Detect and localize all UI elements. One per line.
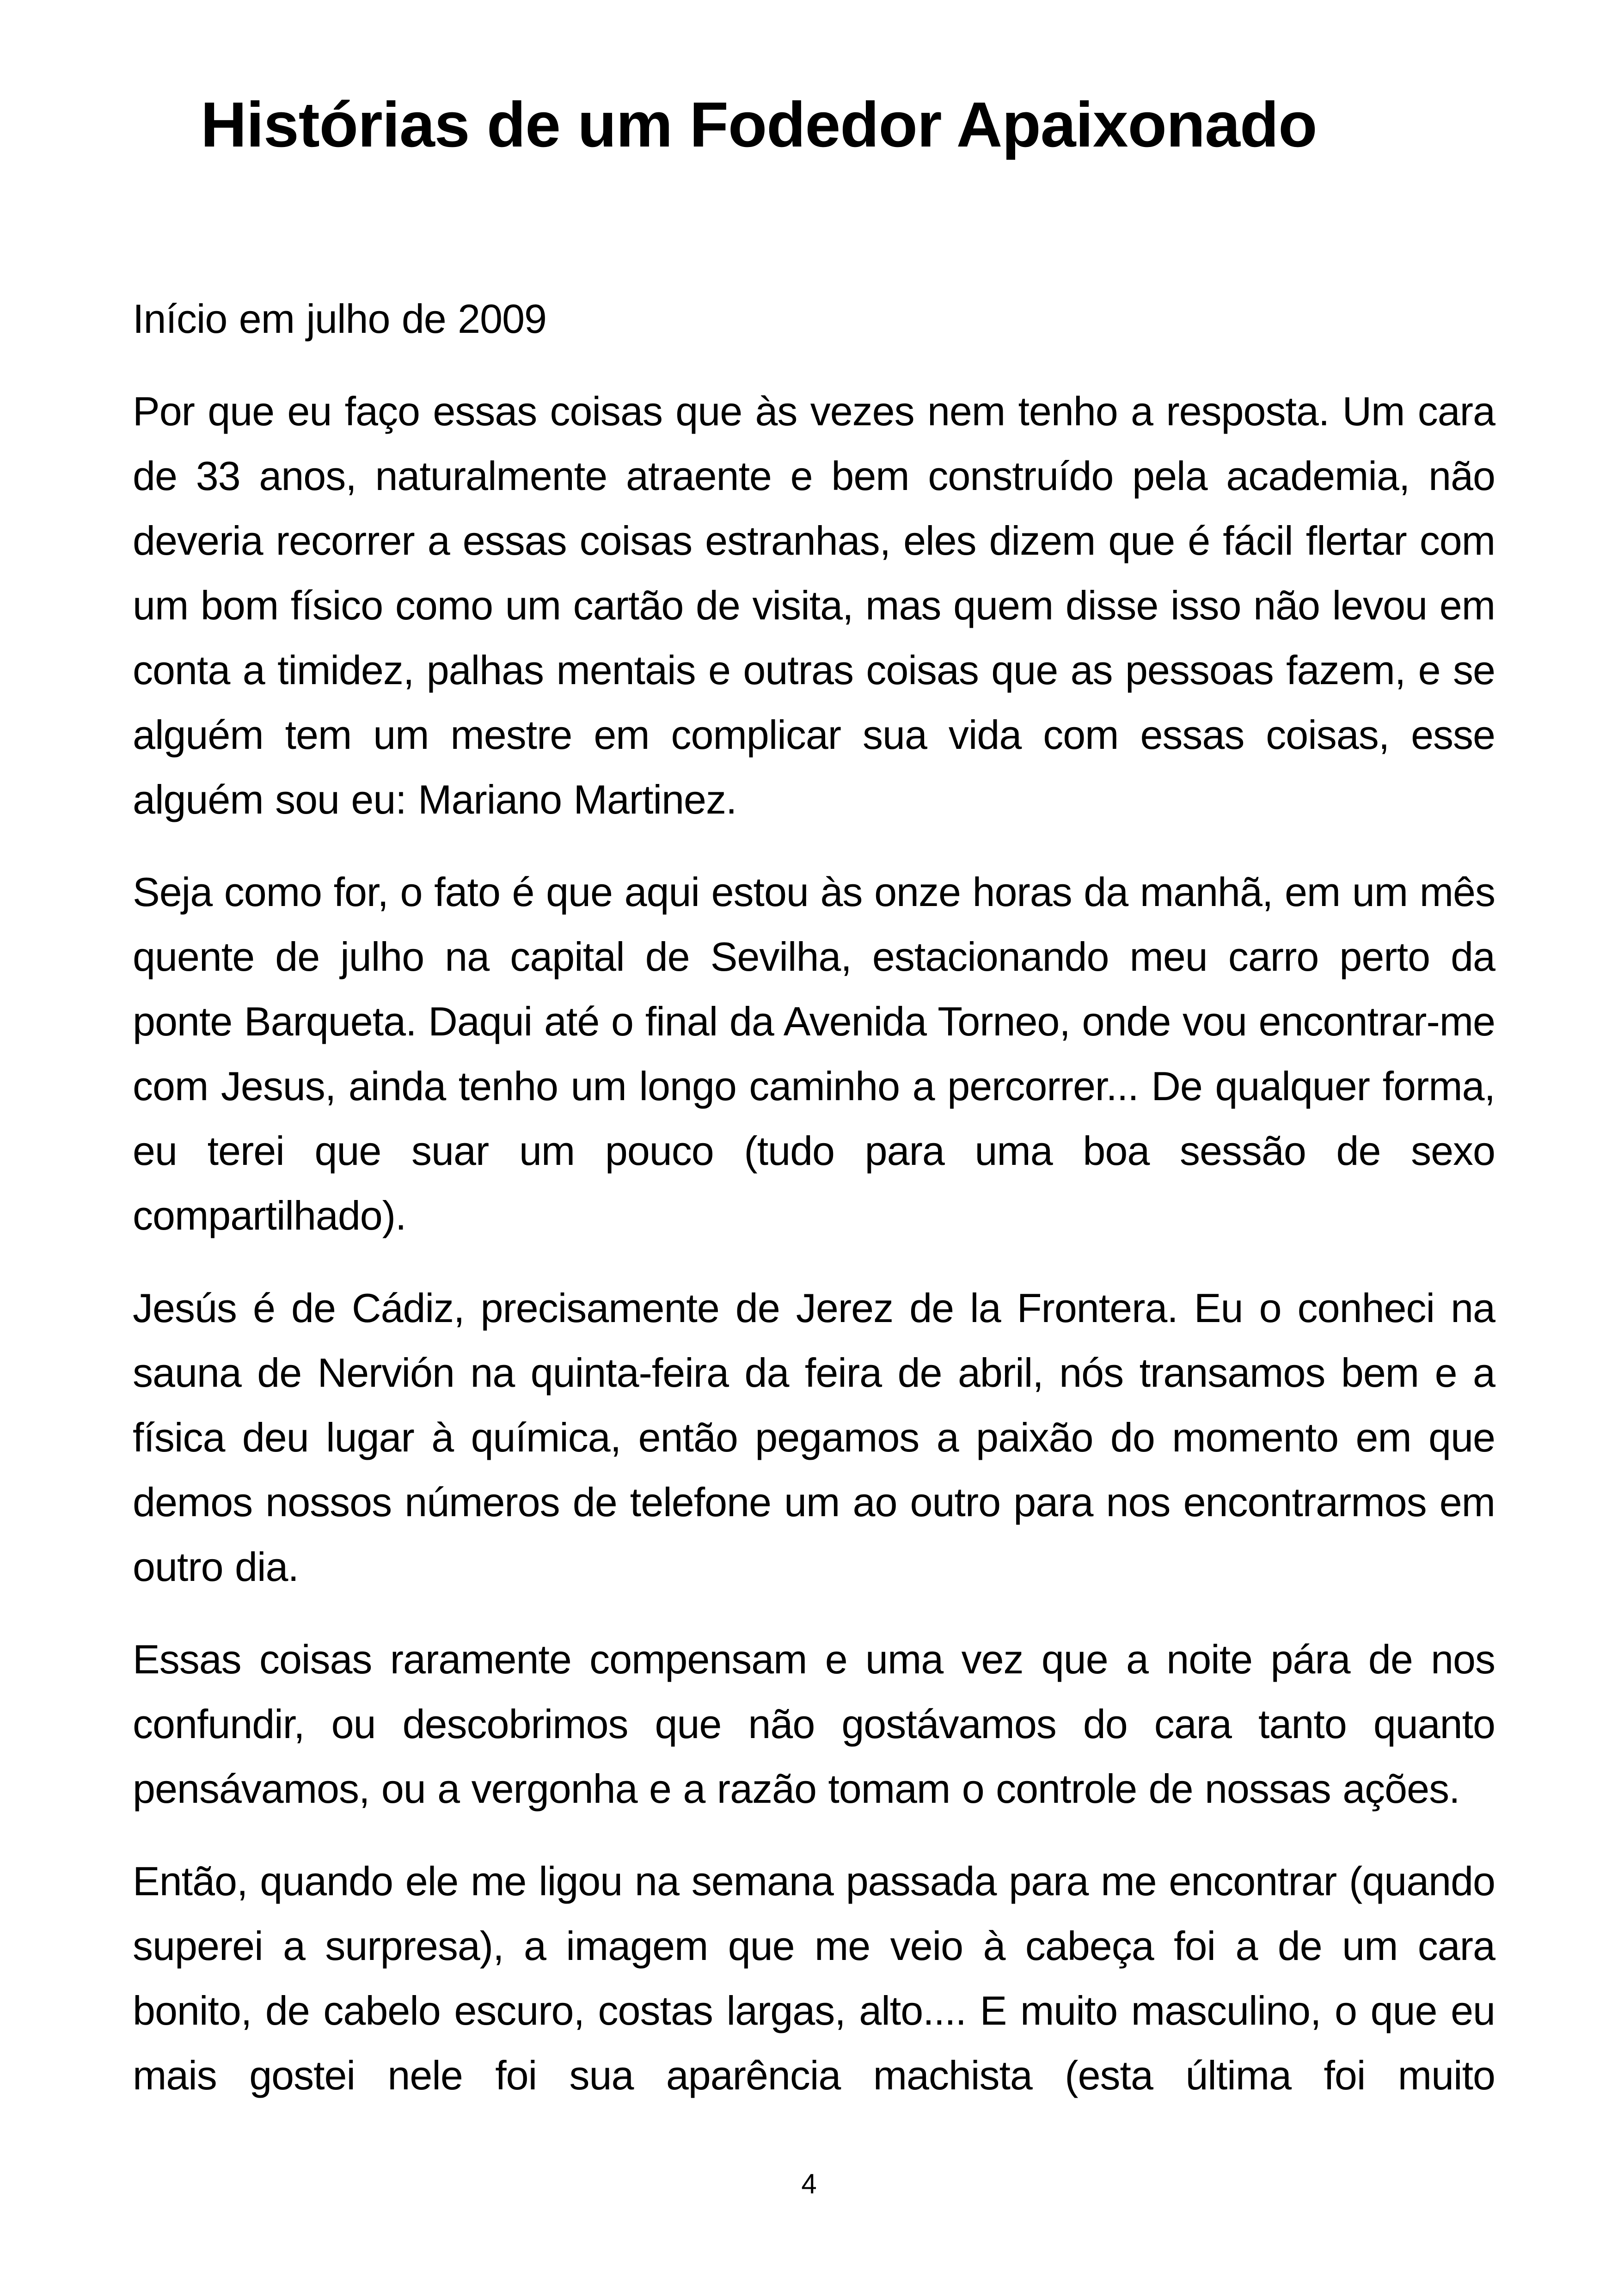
paragraph: Seja como for, o fato é que aqui estou às onze horas da manhã, em um mês quente de julho na capital de Sevilha, estacionando meu carro perto da ponte Barqueta. Daqui até o final da Avenida Torneo, onde vou encontrar-me com Jesus, ainda tenho um longo caminho a percorrer... De qualquer forma, eu terei que suar um pouco (tudo para uma boa sessão de sexo compartilhado). [133, 869, 1495, 1238]
paragraph: Então, quando ele me ligou na semana passada para me encontrar (quando superei a surpresa), a imagem que me veio à cabeça foi a de um cara bonito, de cabelo escuro, costas largas, alto.... E muito masculino, o que eu mais gostei nele foi sua aparência machista (esta última foi muito [133, 1858, 1495, 2098]
document-title: Histórias de um Fodedor Apaixonado [201, 89, 1317, 160]
paragraph: Essas coisas raramente compensam e uma vez que a noite pára de nos confundir, ou descobrimos que não gostávamos do cara tanto quanto pensávamos, ou a vergonha e a razão tomam o controle de nossas ações. [133, 1636, 1495, 1812]
paragraph: Por que eu faço essas coisas que às vezes nem tenho a resposta. Um cara de 33 anos, naturalmente atraente e bem construído pela academia, não deveria recorrer a essas coisas estranhas, eles dizem que é fácil flertar com um bom físico como um cartão de visita, mas quem disse isso não levou em conta a timidez, palhas mentais e outras coisas que as pessoas fazem, e se alguém tem um mestre em complicar sua vida com essas coisas, esse alguém sou eu: Mariano Martinez. [133, 388, 1495, 822]
paragraph-start-date: Início em julho de 2009 [133, 296, 546, 342]
page-number: 4 [801, 2168, 817, 2199]
document-body [133, 287, 1495, 2108]
paragraph: Jesús é de Cádiz, precisamente de Jerez de la Frontera. Eu o conheci na sauna de Nervión na quinta-feira da feira de abril, nós transamos bem e a física deu lugar à química, então pegamos a paixão do momento em que demos nossos números de telefone um ao outro para nos encontrarmos em outro dia. [133, 1285, 1495, 1590]
